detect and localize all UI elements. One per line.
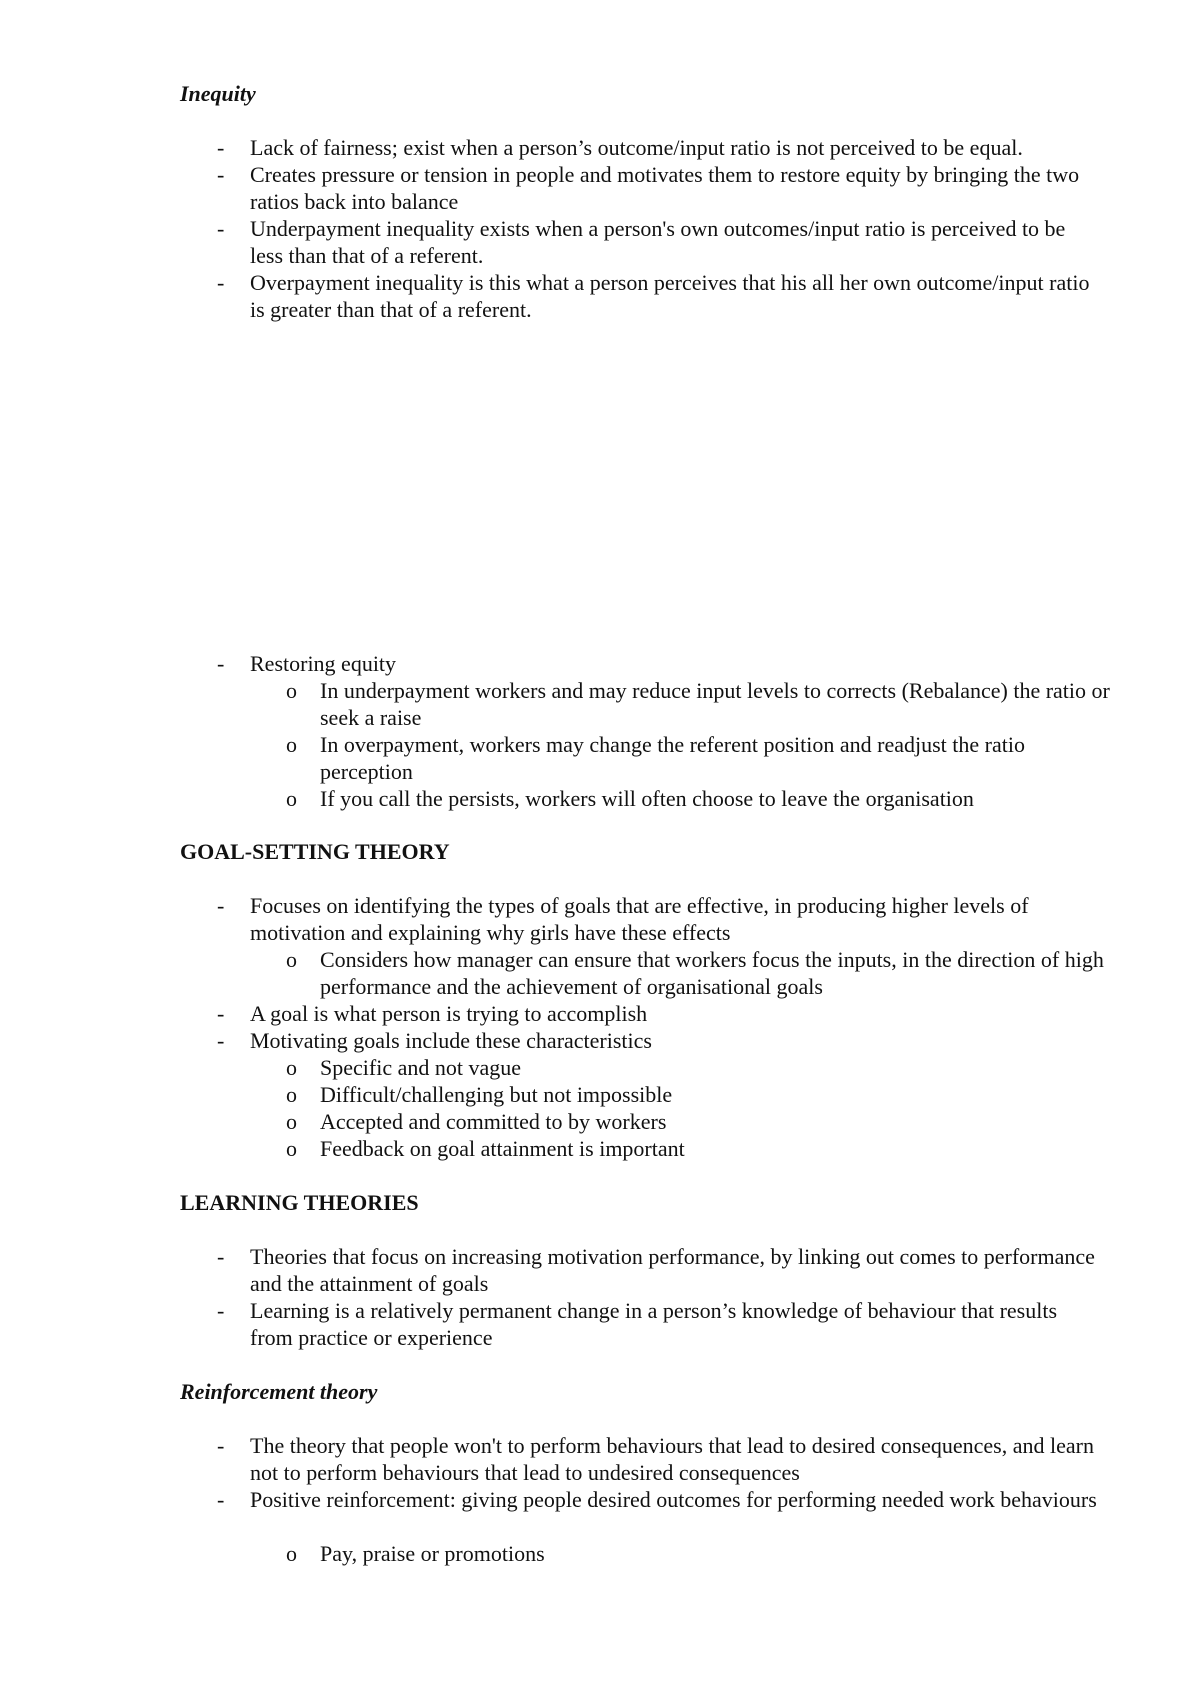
- dash-marker: -: [217, 135, 225, 160]
- list-item: [217, 650, 1100, 677]
- list-item-text: Overpayment inequality is this what a person perceives that his all her own outcome/input ratio is greater than that of a referent.: [250, 270, 1090, 322]
- circle-marker: o: [286, 786, 297, 811]
- dash-marker: -: [217, 651, 225, 676]
- heading-inequity: Inequity: [180, 81, 256, 106]
- sub-list-item-text: In overpayment, workers may change the referent position and readjust the ratio perception: [320, 732, 1025, 784]
- dash-marker: -: [217, 216, 225, 241]
- sub-list-item: [286, 1540, 1110, 1567]
- sub-list-item-text: Feedback on goal attainment is important: [320, 1136, 685, 1161]
- list-item-text: Lack of fairness; exist when a person’s outcome/input ratio is not perceived to be equal.: [250, 135, 1023, 160]
- sub-list-item-text: Pay, praise or promotions: [320, 1541, 545, 1566]
- list-item-text: Underpayment inequality exists when a person's own outcomes/input ratio is perceived to be less than that of a referent.: [250, 216, 1066, 268]
- list-item-text: Restoring equity: [250, 651, 397, 676]
- sub-list-item-text: Specific and not vague: [320, 1055, 521, 1080]
- circle-marker: o: [286, 1082, 297, 1107]
- list-item: [217, 892, 1100, 946]
- sub-list-item: [286, 1135, 1110, 1162]
- circle-marker: o: [286, 1541, 297, 1566]
- sub-list-item-text: If you call the persists, workers will often choose to leave the organisation: [320, 786, 974, 811]
- list-item: [217, 269, 1100, 323]
- dash-marker: -: [217, 1244, 225, 1269]
- sub-list-item: [286, 1054, 1110, 1081]
- sub-list-item: [286, 677, 1110, 731]
- sub-list-item: [286, 731, 1110, 785]
- sub-list-item-text: Considers how manager can ensure that workers focus the inputs, in the direction of high performance and the achievement of organisational goals: [320, 947, 1104, 999]
- list-item: [217, 1486, 1100, 1513]
- list-item: [217, 161, 1100, 215]
- dash-marker: -: [217, 1433, 225, 1458]
- sub-list-item: [286, 1081, 1110, 1108]
- list-item-text: Creates pressure or tension in people and motivates them to restore equity by bringing the two ratios back into balance: [250, 162, 1080, 214]
- sub-list-item-text: Difficult/challenging but not impossible: [320, 1082, 673, 1107]
- list-item-text: Positive reinforcement: giving people desired outcomes for performing needed work behaviours: [250, 1487, 1097, 1512]
- list-item-text: Learning is a relatively permanent change in a person’s knowledge of behaviour that results from practice or experience: [250, 1298, 1058, 1350]
- sub-list-item-text: In underpayment workers and may reduce input levels to corrects (Rebalance) the ratio or seek a raise: [320, 678, 1110, 730]
- heading-goal-setting-theory: GOAL-SETTING THEORY: [180, 839, 450, 864]
- heading-reinforcement-theory: Reinforcement theory: [180, 1379, 378, 1404]
- dash-marker: -: [217, 1487, 225, 1512]
- list-item-text: Motivating goals include these characteristics: [250, 1028, 652, 1053]
- list-item: [217, 1297, 1100, 1351]
- list-item-text: Theories that focus on increasing motivation performance, by linking out comes to performance and the attainment of goals: [250, 1244, 1095, 1296]
- circle-marker: o: [286, 1109, 297, 1134]
- list-item-text: The theory that people won't to perform behaviours that lead to desired consequences, and learn not to perform behaviours that lead to undesired consequences: [250, 1433, 1094, 1485]
- list-item: [217, 1432, 1100, 1486]
- dash-marker: -: [217, 1001, 225, 1026]
- circle-marker: o: [286, 732, 297, 757]
- dash-marker: -: [217, 1298, 225, 1323]
- circle-marker: o: [286, 678, 297, 703]
- list-item: [217, 1000, 1100, 1027]
- list-item-text: A goal is what person is trying to accomplish: [250, 1001, 648, 1026]
- list-item: [217, 134, 1100, 161]
- sub-list-item: [286, 785, 1110, 812]
- dash-marker: -: [217, 162, 225, 187]
- dash-marker: -: [217, 1028, 225, 1053]
- list-item: [217, 1243, 1100, 1297]
- circle-marker: o: [286, 947, 297, 972]
- sub-list-item: [286, 1108, 1110, 1135]
- dash-marker: -: [217, 270, 225, 295]
- list-item: [217, 215, 1100, 269]
- sub-list-item-text: Accepted and committed to by workers: [320, 1109, 667, 1134]
- sub-list-item: [286, 946, 1110, 1000]
- list-item-text: Focuses on identifying the types of goals that are effective, in producing higher levels of motivation and explaining why girls have these effects: [250, 893, 1029, 945]
- circle-marker: o: [286, 1136, 297, 1161]
- dash-marker: -: [217, 893, 225, 918]
- heading-learning-theories: LEARNING THEORIES: [180, 1190, 419, 1215]
- circle-marker: o: [286, 1055, 297, 1080]
- list-item: [217, 1027, 1100, 1054]
